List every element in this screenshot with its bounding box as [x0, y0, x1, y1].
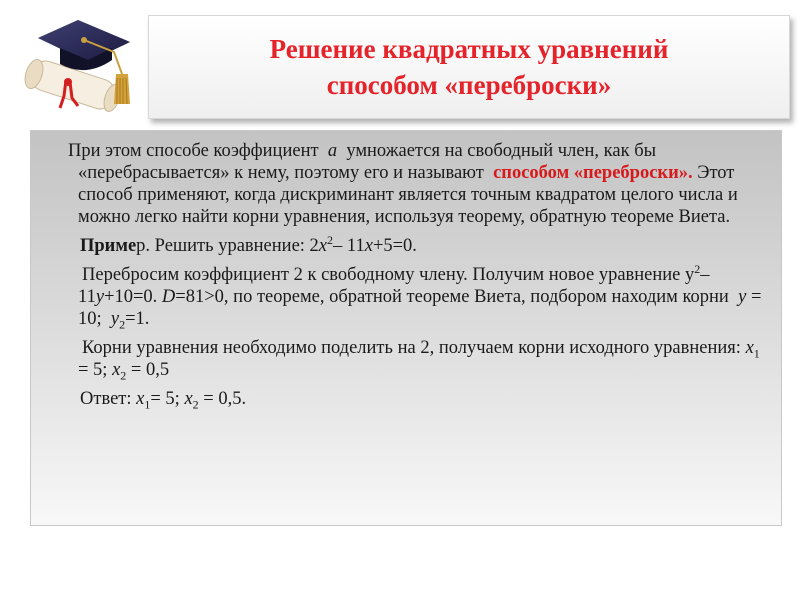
paragraph-transfer: [78, 261, 774, 332]
answer-label: Ответ:: [80, 389, 132, 409]
title-box: [148, 15, 790, 119]
text: +10=0.: [104, 287, 158, 307]
variable-y: y: [110, 309, 120, 329]
slide-title-line-1: Решение квадратных уравнений: [269, 34, 669, 64]
example-label-tail: р: [136, 236, 146, 256]
text: = 0,5: [130, 360, 170, 380]
text: =1.: [125, 309, 150, 329]
variable-y: у: [95, 287, 105, 307]
text: = 5;: [78, 360, 108, 380]
variable-x: x: [112, 360, 121, 380]
variable-x: x: [745, 338, 754, 358]
text: =81>0, по теореме, обратной теореме Виета, подбором находим корни: [175, 287, 729, 307]
subscript: 1: [753, 346, 760, 361]
variable-x: x: [364, 236, 373, 256]
graduation-cap-and-diploma-icon: [16, 12, 144, 130]
text: При этом способе коэффициент: [68, 141, 319, 161]
text: = 0,5.: [203, 389, 247, 409]
variable-a: a: [327, 141, 338, 161]
paragraph-roots: [78, 337, 774, 381]
subscript: 1: [144, 397, 151, 412]
slide-title-line-2: способом «переброски»: [326, 70, 612, 100]
highlight-method-word: способом: [493, 163, 570, 183]
subscript: 2: [119, 317, 126, 332]
text: . Решить уравнение: 2: [145, 236, 319, 256]
paragraph-method-description: [68, 140, 774, 228]
paragraph-example: [78, 232, 774, 257]
variable-x: x: [318, 236, 328, 256]
text: Корни уравнения необходимо поделить на 2, получаем корни исходного уравнения:: [82, 338, 741, 358]
text: = 5;: [150, 389, 180, 409]
subscript: 2: [192, 397, 199, 412]
text: = 10;: [78, 287, 762, 329]
text: – 11: [78, 265, 710, 307]
exponent: 2: [694, 261, 701, 276]
text: Перебросим коэффициент 2 к свободному члену. Получим новое уравнение у: [82, 265, 695, 285]
text: Этот способ применяют, когда дискриминант является точным квадратом целого числа и можно легко найти корни уравнения, используя теорему, обратную теореме Виета.: [78, 163, 738, 227]
variable-d: D: [161, 287, 176, 307]
variable-y: y: [738, 287, 747, 307]
text: +5=0.: [372, 236, 417, 256]
paragraph-answer: [78, 388, 774, 410]
variable-x: x: [136, 389, 145, 409]
subscript: 2: [120, 368, 127, 383]
example-label: Приме: [80, 236, 137, 256]
variable-x: x: [184, 389, 193, 409]
highlight-method-name: «переброски».: [573, 163, 693, 183]
text: умножается на свободный член, как бы «перебрасывается» к нему, поэтому его и называют: [78, 141, 657, 183]
text: – 11: [333, 236, 365, 256]
content-text: [68, 140, 774, 417]
exponent: 2: [327, 232, 334, 247]
